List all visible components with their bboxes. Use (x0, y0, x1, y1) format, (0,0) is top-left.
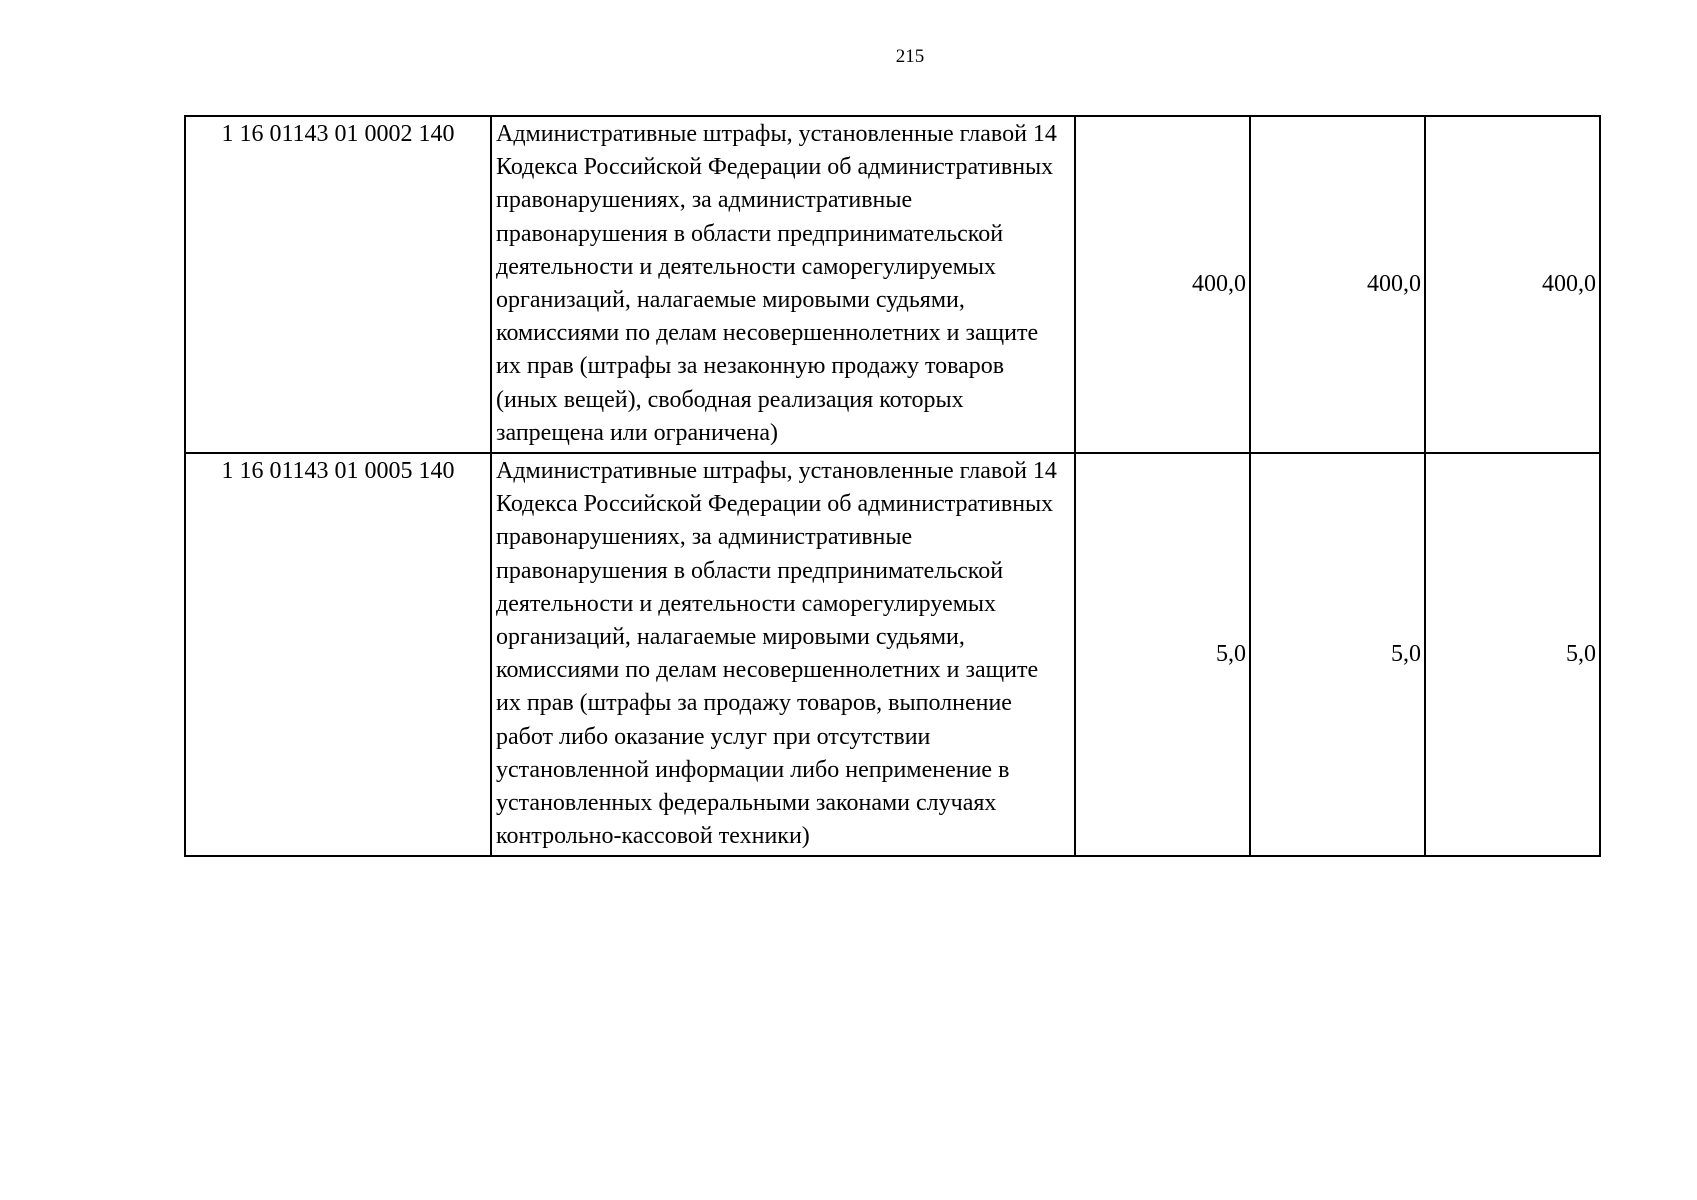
amount-cell-year-3: 5,0 (1425, 453, 1600, 856)
table-row (185, 116, 1600, 453)
budget-code-cell: 1 16 01143 01 0005 140 (185, 453, 491, 856)
description-cell: Административные штрафы, установленные главой 14 Кодекса Российской Федерации об административных правонарушениях, за административные правонарушения в области предпринимательской деятельности и деятельности саморегулируемых организаций, налагаемые мировыми судьями, комиссиями по делам несовершеннолетних и защите их прав (штрафы за продажу товаров, выполнение работ либо оказание услуг при отсутствии установленной информации либо неприменение в установленных федеральными законами случаях контрольно-кассовой техники) (491, 453, 1075, 856)
budget-code-cell: 1 16 01143 01 0002 140 (185, 116, 491, 453)
description-cell: Административные штрафы, установленные главой 14 Кодекса Российской Федерации об административных правонарушениях, за административные правонарушения в области предпринимательской деятельности и деятельности саморегулируемых организаций, налагаемые мировыми судьями, комиссиями по делам несовершеннолетних и защите их прав (штрафы за незаконную продажу товаров (иных вещей), свободная реализация которых запрещена или ограничена) (491, 116, 1075, 453)
amount-cell-year-2: 400,0 (1250, 116, 1425, 453)
amount-cell-year-1: 5,0 (1075, 453, 1250, 856)
budget-revenue-table (184, 115, 1601, 857)
amount-cell-year-1: 400,0 (1075, 116, 1250, 453)
amount-cell-year-3: 400,0 (1425, 116, 1600, 453)
table-row (185, 453, 1600, 856)
amount-cell-year-2: 5,0 (1250, 453, 1425, 856)
page-number: 215 (895, 46, 925, 67)
